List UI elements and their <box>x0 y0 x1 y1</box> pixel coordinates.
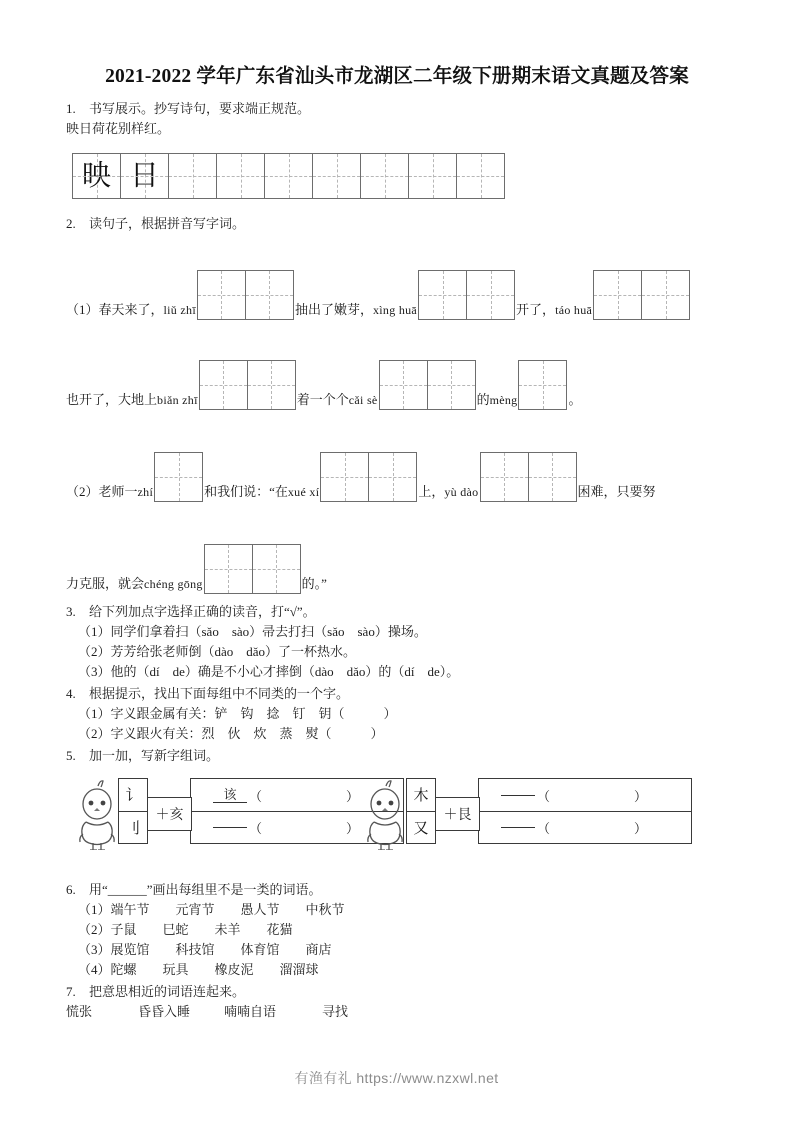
answer-grid-1cell[interactable] <box>154 452 203 502</box>
question-1-prompt-text: 书写展示。抄写诗句，要求端正规范。 <box>89 101 311 116</box>
plus-component-box: ＋艮 <box>436 797 480 831</box>
question-3-number: 3. <box>66 604 76 619</box>
plus-component-box: ＋亥 <box>148 797 192 831</box>
question-6-item: （2）子鼠 巳蛇 未羊 花猫 <box>78 922 293 937</box>
sentence-segment: 困难，只要努 <box>577 484 656 499</box>
answer-row[interactable] <box>479 779 691 811</box>
grid-cell-empty[interactable] <box>409 154 457 198</box>
question-6-number: 6. <box>66 882 76 897</box>
paren-open: （ <box>249 821 263 836</box>
sentence-segment: 上， <box>418 484 445 499</box>
answer-blank[interactable] <box>501 795 535 796</box>
answer-column-2 <box>478 778 692 844</box>
grid-cell-empty[interactable] <box>205 545 253 593</box>
answer-grid-2cell[interactable] <box>593 270 690 320</box>
answer-grid-2cell[interactable] <box>379 360 476 410</box>
grid-cell-empty[interactable] <box>419 271 467 319</box>
sentence-segment: 也开了，大地上 <box>66 392 158 407</box>
grid-cell-empty[interactable] <box>457 154 505 198</box>
page-content <box>66 60 728 1022</box>
question-2-2-line-1 <box>66 452 728 502</box>
grid-cell-empty[interactable] <box>642 271 690 319</box>
component-radical: 又 <box>407 811 435 844</box>
paren-close: ） <box>634 788 648 804</box>
answer-blank[interactable]: 该 <box>213 787 247 803</box>
question-2-1-line-2 <box>66 360 728 410</box>
pinyin-hint: liǔ zhī <box>163 303 196 317</box>
answer-blank[interactable] <box>501 827 535 828</box>
item-label: （2） <box>66 484 99 499</box>
sentence-segment: 。 <box>568 392 582 407</box>
grid-cell-empty[interactable] <box>481 453 529 501</box>
sentence-segment: 抽出了嫩芽， <box>294 302 373 317</box>
sentence-segment: 的 <box>476 392 490 407</box>
question-5-prompt <box>66 746 728 766</box>
grid-cell-empty[interactable] <box>467 271 515 319</box>
grid-cell-empty[interactable] <box>519 361 567 409</box>
footer-watermark: 有渔有礼 https://www.nzxwl.net <box>294 1070 499 1086</box>
item-label: （1） <box>66 302 99 317</box>
match-word[interactable]: 慌张 <box>66 1004 93 1019</box>
pinyin-hint: xué xí <box>287 485 320 499</box>
answer-grid-2cell[interactable] <box>204 544 301 594</box>
grid-cell-empty[interactable] <box>248 361 296 409</box>
handwriting-grid-row <box>72 153 728 199</box>
grid-cell-glyph: 日 <box>129 159 159 192</box>
question-4-number: 4. <box>66 686 76 701</box>
question-4-prompt-text: 根据提示，找出下面每组中不同类的一个字。 <box>89 686 350 701</box>
component-column-2 <box>406 778 436 844</box>
grid-cell-empty[interactable] <box>321 453 369 501</box>
question-2-number: 2. <box>66 216 76 231</box>
answer-blank[interactable] <box>213 827 247 828</box>
handwriting-grid[interactable] <box>72 153 505 199</box>
answer-grid-1cell[interactable] <box>518 360 567 410</box>
question-2-2-line-2 <box>66 544 728 594</box>
match-word[interactable]: 喃喃自语 <box>224 1004 277 1019</box>
question-7-prompt-text: 把意思相近的词语连起来。 <box>89 984 246 999</box>
grid-cell-empty[interactable] <box>369 453 417 501</box>
question-7-number: 7. <box>66 984 76 999</box>
question-3-prompt-text: 给下列加点字选择正确的读音，打“√”。 <box>89 604 316 619</box>
component-column-1 <box>118 778 148 844</box>
pinyin-hint: chéng gōng <box>144 577 203 591</box>
paren-close: ） <box>346 788 360 804</box>
grid-cell-empty[interactable] <box>428 361 476 409</box>
component-radical: 木 <box>413 788 429 805</box>
grid-cell-empty[interactable] <box>313 154 361 198</box>
question-5-prompt-text: 加一加，写新字组词。 <box>89 748 220 763</box>
question-1-prompt <box>66 99 728 119</box>
question-3-item: （2）芳芳给张老师倒（dào dǎo）了一杯热水。 <box>78 644 357 659</box>
question-3-item: （1）同学们拿着扫（sǎo sào）帚去打扫（sǎo sào）操场。 <box>78 624 427 639</box>
question-7-prompt <box>66 982 728 1002</box>
question-3-item: （3）他的（dí de）确是不小心才摔倒（dào dǎo）的（dí de）。 <box>78 664 460 679</box>
question-2-1-line-1 <box>66 270 728 320</box>
answer-row[interactable] <box>479 811 691 843</box>
answer-grid-2cell[interactable] <box>199 360 296 410</box>
chick-icon <box>366 778 406 850</box>
answer-grid-2cell[interactable] <box>320 452 417 502</box>
grid-cell-empty[interactable] <box>361 154 409 198</box>
paren-open: （ <box>537 788 551 804</box>
question-4-prompt <box>66 684 728 704</box>
question-6-prompt-text: 用“______”画出每组里不是一类的词语。 <box>89 882 322 897</box>
paren-open: （ <box>249 788 263 804</box>
page-title: 2021-2022 学年广东省汕头市龙湖区二年级下册期末语文真题及答案 <box>105 66 689 87</box>
question-5-diagrams <box>66 778 728 870</box>
pinyin-hint: yù dào <box>444 485 479 499</box>
pinyin-hint: cǎi sè <box>348 393 378 407</box>
question-3-prompt <box>66 602 728 622</box>
pinyin-hint: táo huā <box>555 303 593 317</box>
pinyin-hint: biǎn zhī <box>157 393 198 407</box>
chick-icon <box>78 778 118 850</box>
character-build-group-1 <box>78 778 404 850</box>
sentence-segment: 开了， <box>516 302 556 317</box>
grid-cell-empty[interactable] <box>529 453 577 501</box>
grid-cell-empty[interactable] <box>198 271 246 319</box>
grid-cell-empty[interactable] <box>594 271 642 319</box>
sentence-segment: 春天来了， <box>98 302 164 317</box>
match-word[interactable]: 昏昏入睡 <box>138 1004 191 1019</box>
pinyin-hint: xìng huā <box>372 303 418 317</box>
grid-cell-empty[interactable] <box>169 154 217 198</box>
question-6-item: （4）陀螺 玩具 橡皮泥 溜溜球 <box>78 962 319 977</box>
question-6-item: （1）端午节 元宵节 愚人节 中秋节 <box>78 902 345 917</box>
grid-cell-empty[interactable] <box>265 154 313 198</box>
grid-cell-empty[interactable] <box>200 361 248 409</box>
question-5-number: 5. <box>66 748 76 763</box>
grid-cell-empty[interactable] <box>217 154 265 198</box>
pinyin-hint: zhí <box>137 485 154 499</box>
match-word[interactable]: 寻找 <box>322 1004 349 1019</box>
paren-close: ） <box>634 821 648 836</box>
answer-grid-2cell[interactable] <box>480 452 577 502</box>
pinyin-hint: mèng <box>489 393 518 407</box>
question-2-prompt <box>66 214 728 234</box>
answer-grid-2cell[interactable] <box>197 270 294 320</box>
grid-cell-empty[interactable] <box>155 453 203 501</box>
character-build-group-2 <box>366 778 692 850</box>
question-1-number: 1. <box>66 101 76 116</box>
question-1-poem: 映日荷花别样红。 <box>66 121 171 136</box>
paren-open: （ <box>537 821 551 836</box>
grid-cell-glyph: 映 <box>81 159 111 192</box>
grid-cell-empty[interactable] <box>246 271 294 319</box>
sentence-segment: 的。” <box>301 576 327 591</box>
question-6-item: （3）展览馆 科技馆 体育馆 商店 <box>78 942 332 957</box>
component-radical: 刂 <box>119 811 147 844</box>
question-2-prompt-text: 读句子，根据拼音写字词。 <box>89 216 246 231</box>
grid-cell-filled[interactable] <box>121 154 169 198</box>
paren-close: ） <box>346 821 360 836</box>
grid-cell-empty[interactable] <box>380 361 428 409</box>
answer-grid-2cell[interactable] <box>418 270 515 320</box>
question-4-item: （2）字义跟火有关：烈 伙 炊 蒸 熨（ ） <box>78 726 384 741</box>
sentence-segment: 力克服，就会 <box>66 576 145 591</box>
question-7-word-row <box>66 1002 728 1022</box>
sentence-segment: 老师一 <box>98 484 138 499</box>
component-radical: 讠 <box>125 788 141 805</box>
question-4-item: （1）字义跟金属有关：铲 钩 捻 钉 钥（ ） <box>78 706 397 721</box>
question-6-prompt <box>66 880 728 900</box>
grid-cell-filled[interactable] <box>73 154 121 198</box>
grid-cell-empty[interactable] <box>253 545 301 593</box>
sentence-segment: 着一个个 <box>296 392 349 407</box>
sentence-segment: 和我们说：“在 <box>204 484 288 499</box>
